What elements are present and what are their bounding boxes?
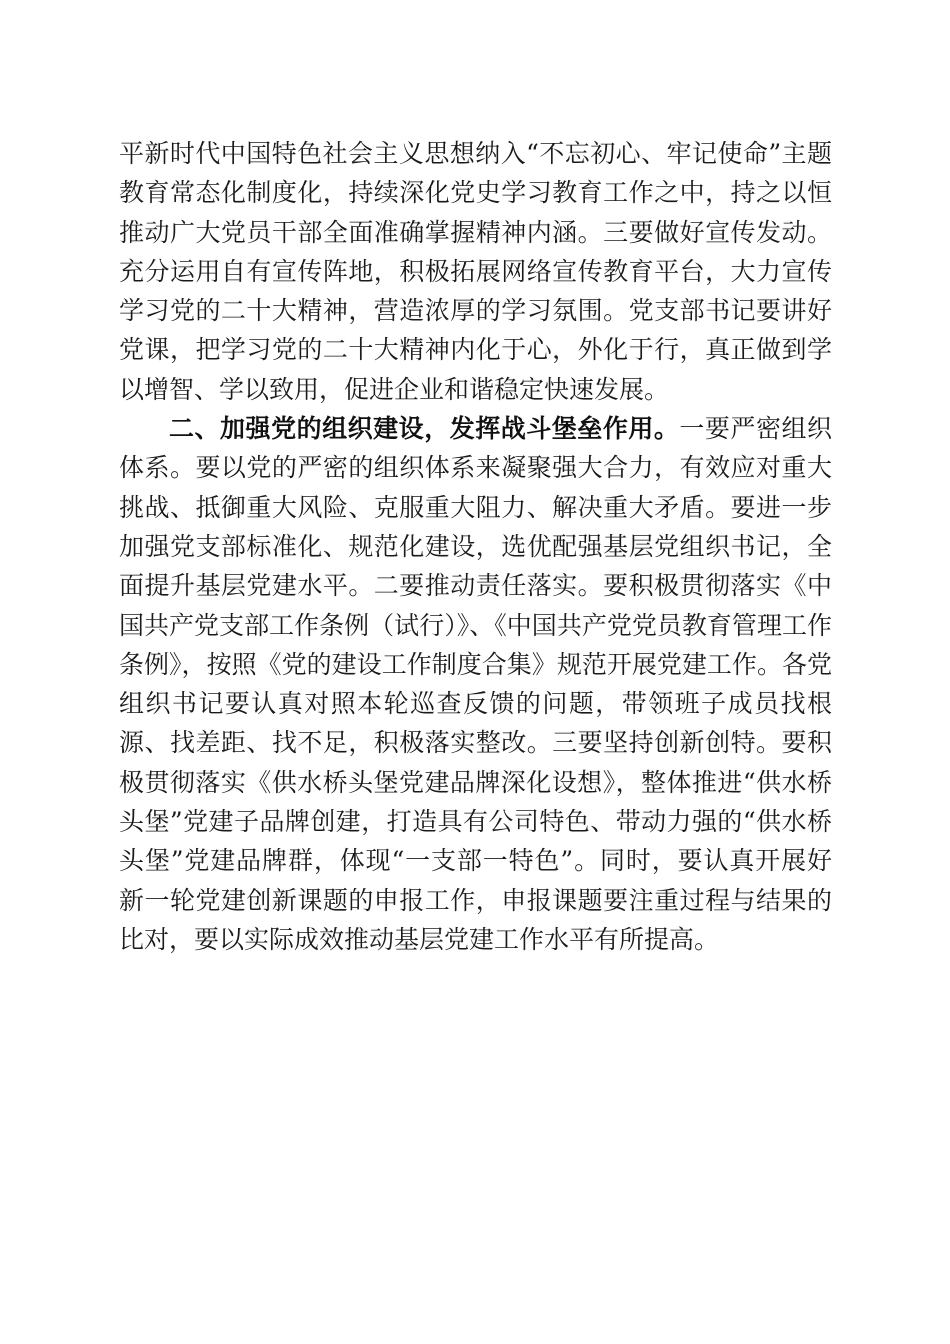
- document-body: [119, 134, 832, 959]
- section-heading: 二、加强党的组织建设，发挥战斗堡垒作用。: [169, 414, 680, 444]
- paragraph-text: 一要严密组织体系。要以党的严密的组织体系来凝聚强大合力，有效应对重大挑战、抵御重大风险、克服重大阻力、解决重大矛盾。要进一步加强党支部标准化、规范化建设，选优配强基层党组织书记，全面提升基层党建水平。二要推动责任落实。要积极贯彻落实《中国共产党支部工作条例（试行）》、《中国共产党党员教育管理工作条例》，按照《党的建设工作制度合集》规范开展党建工作。各党组织书记要认真对照本轮巡查反馈的问题，带领班子成员找根源、找差距、找不足，积极落实整改。三要坚持创新创特。要积极贯彻落实《供水桥头堡党建品牌深化设想》，整体推进“供水桥头堡”党建子品牌创建，打造具有公司特色、带动力强的“供水桥头堡”党建品牌群，体现“一支部一特色”。同时，要认真开展好新一轮党建创新课题的申报工作，申报课题要注重过程与结果的比对，要以实际成效推动基层党建工作水平有所提高。: [119, 414, 832, 954]
- paragraph-section-two: [119, 409, 832, 959]
- paragraph-continuation: [119, 134, 832, 409]
- paragraph-text: 平新时代中国特色社会主义思想纳入“不忘初心、牢记使命”主题教育常态化制度化，持续深化党史学习教育工作之中，持之以恒推动广大党员干部全面准确掌握精神内涵。三要做好宣传发动。充分运用自有宣传阵地，积极拓展网络宣传教育平台，大力宣传学习党的二十大精神，营造浓厚的学习氛围。党支部书记要讲好党课，把学习党的二十大精神内化于心，外化于行，真正做到学以增智、学以致用，促进企业和谐稳定快速发展。: [119, 139, 832, 404]
